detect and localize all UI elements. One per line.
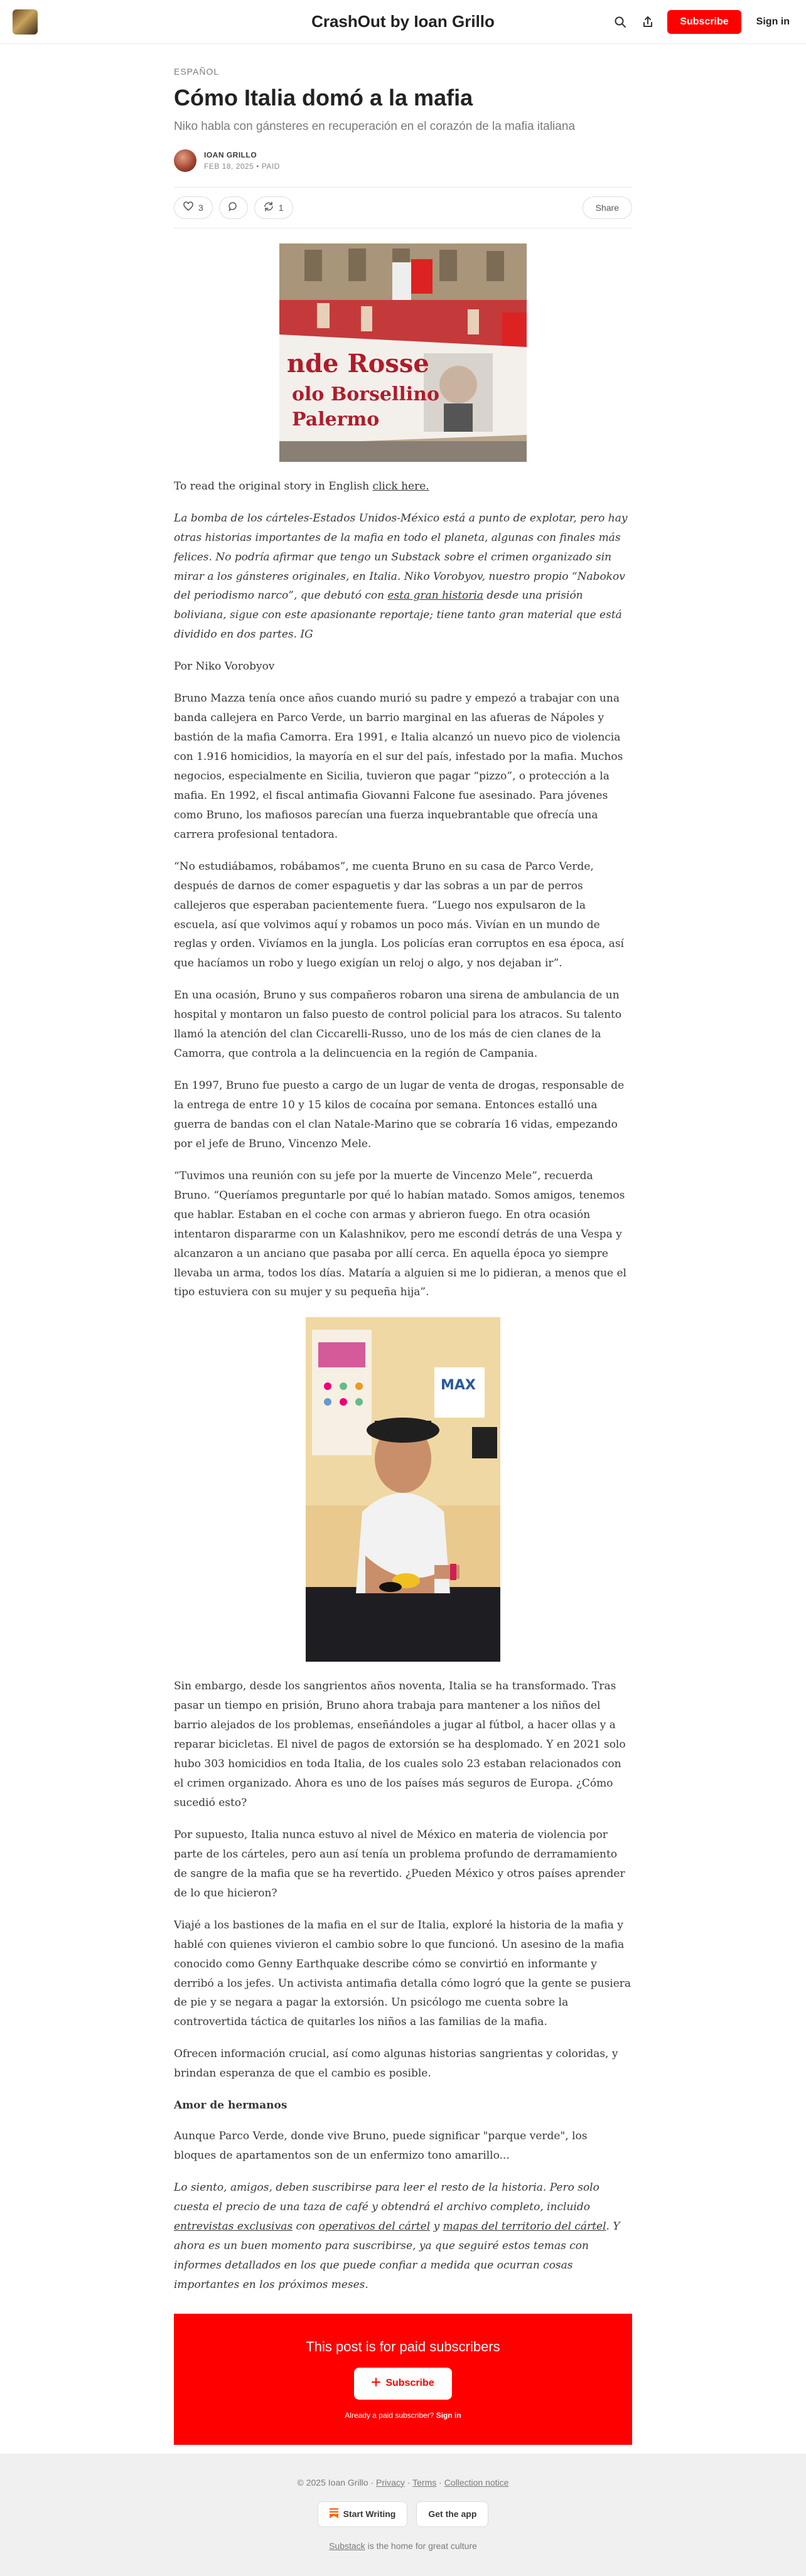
paragraph: En una ocasión, Bruno y sus compañeros robaron una sirena de ambulancia de un hospital y montaron un falso puesto de control policial para los atracos. Su talento llamó la atención del clan Ciccarelli-Russo, uno de los más de cien clanes de la Camorra, que controla a la delincuencia en la región de Campania. [174, 989, 622, 1061]
paragraph: Aunque Parco Verde, donde vive Bruno, puede significar "parque verde", los bloques de apartamentos son de un enfermizo tono amarillo... [174, 2130, 588, 2162]
like-button[interactable] [174, 196, 213, 219]
share-icon[interactable] [640, 14, 656, 30]
signin-button[interactable]: Sign in [756, 16, 790, 27]
terms-link[interactable]: Terms [412, 2477, 437, 2488]
privacy-link[interactable]: Privacy [376, 2477, 405, 2488]
paragraph: Ofrecen información crucial, así como algunas historias sangrientas y coloridas, y brindan esperanza de que el cambio es posible. [174, 2048, 618, 2080]
post-subtitle: Niko habla con gánsteres en recuperación en el corazón de la mafia italiana [174, 120, 576, 134]
author-credit: Por Niko Vorobyov [174, 660, 275, 673]
paywall-already: Already a paid subscriber? Sign in [345, 2410, 461, 2420]
footer-buttons [0, 2501, 806, 2527]
section-heading: Amor de hermanos [174, 2099, 287, 2112]
intro-paragraph: To read the original story in English click here. [174, 479, 429, 493]
english-link[interactable]: click here. [372, 479, 429, 493]
restack-icon [264, 201, 274, 213]
share-button[interactable]: Share [583, 196, 632, 219]
paragraph: En 1997, Bruno fue puesto a cargo de un lugar de venta de drogas, responsable de la entrega de entre 10 y 15 kilos de cocaína por semana. Entonces estalló una guerra de bandas con el clan Natale-Marino que se cobraría 16 vidas, empezando por el jefe de Bruno, Vincenzo Mele. [174, 1079, 625, 1150]
author-name[interactable]: IOAN GRILLO [204, 150, 257, 159]
cartel-maps-link[interactable]: mapas del territorio del cártel [443, 2220, 606, 2233]
get-app-button[interactable]: Get the app [416, 2501, 488, 2527]
paragraph: “No estudiábamos, robábamos”, me cuenta Bruno en su casa de Parco Verde, después de darnos de comer espaguetis y dar las sobras a un par de perros callejeros que esperaban pacientemente fuera. “Luego nos expulsaron de la escuela, así que volvimos aquí y robamos un poco más. Vivían en un mundo de reglas y orden. Vivíamos en la jungla. Los policías eran corruptos en esa época, así que hacíamos un robo y luego exigían un reloj o algo, y nos dejaban ir”. [174, 860, 624, 970]
bruno-photo[interactable] [306, 1317, 500, 1662]
post-meta: FEB 18, 2025 • PAID [204, 161, 280, 171]
paragraph: Viajé a los bastiones de la mafia en el sur de Italia, exploré la historia de la mafia y hablé con quienes vivieron el cambio sobre lo que funcionó. Un asesino de la mafia conocido como Genny Earthquake describe cómo se convirtió en informante y derribó a los jefes. Un activista antimafia detalla cómo logró que la gente se pusiera de pie y se negara a pagar la extorsión. Un psicólogo me cuenta sobre la controvertida táctica de quitarles los niños a las familias de la mafia. [174, 1918, 631, 2029]
footer-links: © 2025 Ioan Grillo · Privacy · Terms · Collection notice [297, 2477, 509, 2488]
plus-icon [372, 2378, 380, 2390]
cartel-operatives-link[interactable]: operativos del cártel [318, 2220, 431, 2233]
paywall-subscribe-button[interactable]: Subscribe [354, 2368, 451, 2400]
top-actions [612, 10, 793, 34]
heart-icon [183, 201, 193, 213]
paywall-signin-link[interactable]: Sign in [436, 2410, 461, 2420]
search-icon[interactable] [612, 14, 628, 30]
banner-text-1: nde Rosse [287, 348, 429, 378]
substack-logo-icon [330, 2508, 338, 2520]
subscribe-button[interactable]: Subscribe [667, 10, 741, 34]
start-writing-button[interactable]: Start Writing [318, 2501, 408, 2527]
site-title[interactable]: CrashOut by Ioan Grillo [311, 12, 495, 31]
banner-text-2: olo Borsellino [292, 383, 440, 405]
like-count: 3 [198, 202, 203, 213]
editor-note: La bomba de los cárteles-Estados Unidos-México está a punto de explotar, pero hay otras historias importantes de la mafia en todo el planeta, algunas con finales más felices. No podría afirmar que tengo un Substack sobre el crimen organizado sin mirar a los gánsteres originales, en Italia. Niko Vorobyov, nuestro propio “Nabokov del periodismo narco”, que debutó con esta gran historia desde una prisión boliviana, sigue con este apasionante reportaje; tiene tanto gran material que está dividido en dos partes. IG [174, 511, 628, 641]
exclusive-interviews-link[interactable]: entrevistas exclusivas [174, 2220, 293, 2233]
publication-logo[interactable] [13, 9, 38, 35]
section-kicker[interactable]: ESPAÑOL [174, 67, 220, 77]
paywall-title: This post is for paid subscribers [306, 2338, 500, 2354]
paywall-box [174, 2314, 632, 2445]
comment-icon [228, 201, 239, 213]
byline [174, 149, 632, 172]
author-avatar[interactable] [174, 149, 196, 172]
post-title: Cómo Italia domó a la mafia [174, 85, 473, 110]
svg-text:MAX: MAX [441, 1377, 476, 1394]
great-story-link[interactable]: esta gran historia [387, 589, 483, 602]
paragraph: “Tuvimos una reunión con su jefe por la muerte de Vincenzo Mele”, recuerda Bruno. “Queríamos preguntarle por qué lo habían matado. Somos amigos, tenemos que hablar. Estaban en el coche con armas y abrieron fuego. En otra ocasión intentaron dispararme con un Kalashnikov, pero me escondí detrás de una Vespa y alcanzaron a un anciano que pasaba por allí cerca. En aquella época yo siempre llevaba un arma, todos los días. Mataría a alguien si me lo pidieran, a menos que el tipo estuviera con su mujer y su pequeña hija”. [174, 1169, 626, 1299]
comment-button[interactable] [219, 196, 248, 219]
substack-link[interactable]: Substack [329, 2540, 365, 2551]
article [174, 67, 632, 2445]
collection-notice-link[interactable]: Collection notice [444, 2477, 509, 2488]
top-bar [0, 0, 806, 44]
protest-photo[interactable] [279, 243, 527, 462]
restack-count: 1 [278, 202, 284, 213]
footer [0, 2454, 806, 2576]
post-actions [174, 187, 632, 228]
banner-text-3: Palermo [292, 408, 380, 430]
restack-button[interactable] [254, 196, 293, 219]
paragraph: Bruno Mazza tenía once años cuando murió su padre y empezó a trabajar con una banda callejera en Parco Verde, un barrio marginal en las afueras de Nápoles y bastión de la mafia Camorra. Era 1991, e Italia alcanzó un nuevo pico de violencia con 1.916 homicidios, la mayoría en el sur del país, infestado por la mafia. Muchos negocios, especialmente en Sicilia, tuvieron que pagar “pizzo”, o protección a la mafia. En 1992, el fiscal antimafia Giovanni Falcone fue asesinado. Para jóvenes como Bruno, los mafiosos parecían una fuerza inquebrantable que ofrecía una carrera profesional tentadora. [174, 692, 623, 841]
paywall-note: Lo siento, amigos, deben suscribirse para leer el resto de la historia. Pero solo cuesta el precio de una taza de café y obtendrá el archivo completo, incluido entrevistas exclusivas con operativos del cártel y mapas del territorio del cártel. Y ahora es un buen momento para suscribirse, ya que seguiré estos temas con informes detallados en los que puede confiar a medida que ocurran cosas importantes en los próximos meses. [174, 2181, 620, 2291]
copyright: © 2025 Ioan Grillo [297, 2477, 368, 2488]
post-body [174, 477, 632, 2295]
paragraph: Sin embargo, desde los sangrientos años noventa, Italia se ha transformado. Tras pasar un tiempo en prisión, Bruno ahora trabaja para mantener a los niños del barrio alejados de los problemas, enseñándoles a jugar al fútbol, a hacer ollas y a reparar bicicletas. El nivel de pagos de extorsión se ha desplomado. Y en 2021 solo hubo 303 homicidios en toda Italia, de los cuales solo 23 estaban relacionados con el crimen organizado. Ahora es uno de los países más seguros de Europa. ¿Cómo sucedió esto? [174, 1680, 626, 1810]
footer-tagline: Substack is the home for great culture [329, 2540, 477, 2551]
paragraph: Por supuesto, Italia nunca estuvo al nivel de México en materia de violencia por parte de los cárteles, pero aun así tenía un problema profundo de derramamiento de sangre de la mafia que se ha revertido. ¿Pueden México y otros países aprender de lo que hicieron? [174, 1828, 625, 1900]
